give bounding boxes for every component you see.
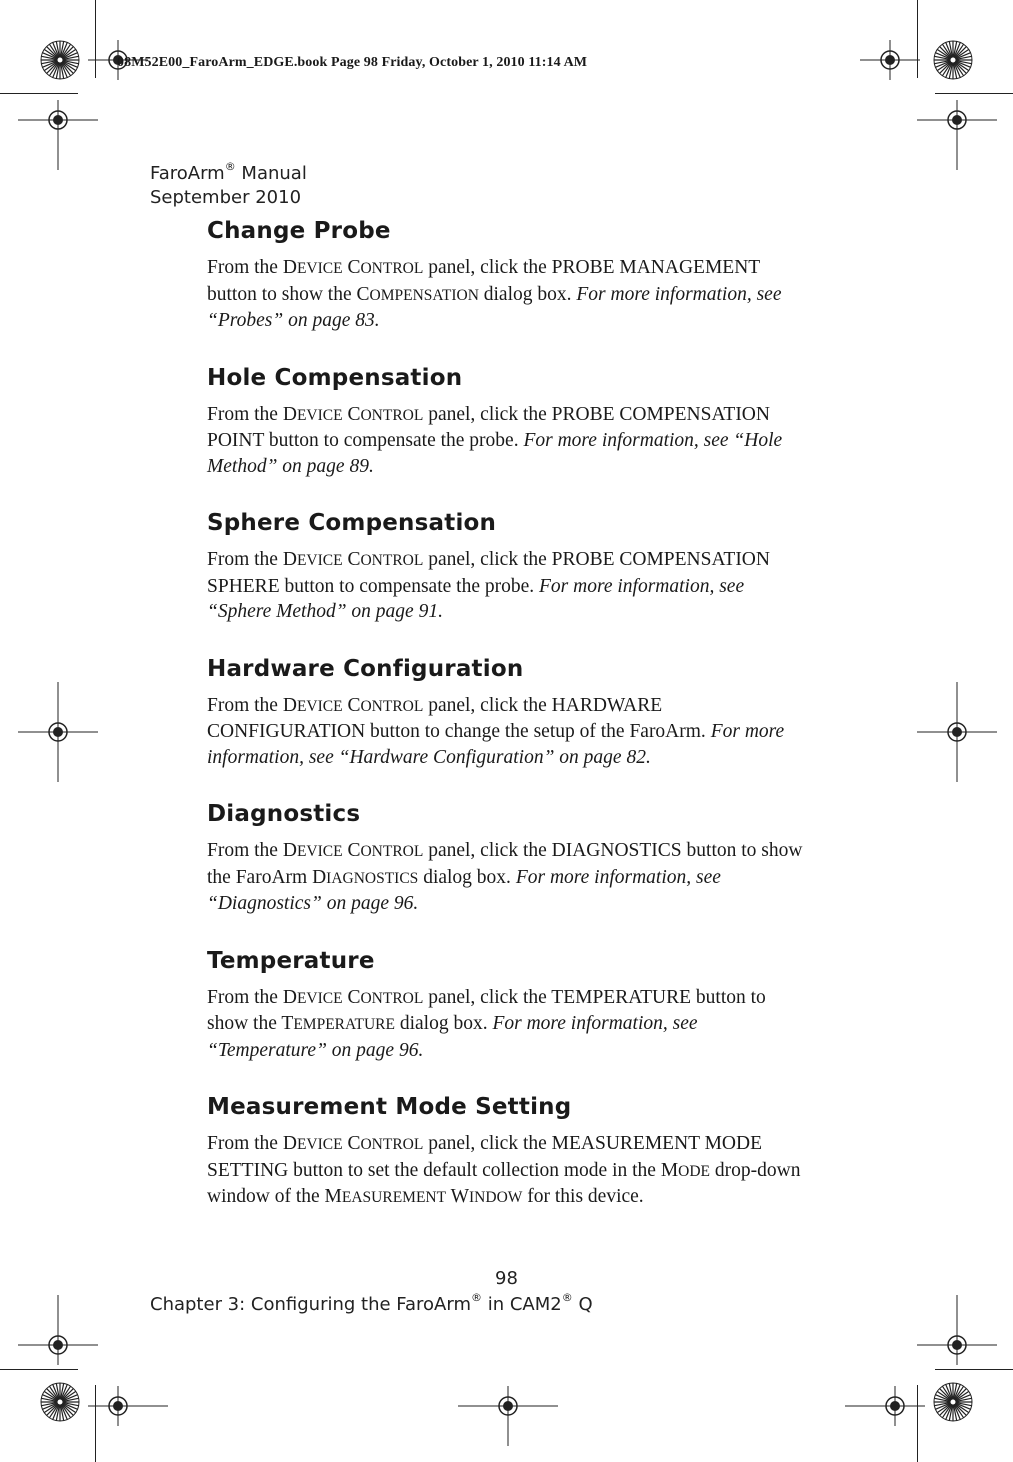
trim-mark [935, 93, 1013, 94]
print-slug: 08M52E00_FaroArm_EDGE.book Page 98 Friday, October 1, 2010 11:14 AM [117, 55, 588, 70]
registration-mark-icon [18, 1295, 98, 1365]
section-measurement-mode-setting [207, 1091, 807, 1211]
section-sphere-compensation [207, 507, 807, 625]
cross-reference: For more information, see “Diagnostics” on page 96. [207, 866, 721, 914]
section-body: From the DEVICE CONTROL panel, click the HARDWARE CONFIGURATION button to change the setup of the FaroArm. For more information, see “Hardware Configuration” on page 82. [207, 694, 785, 768]
chapter-footer: Chapter 3: Configuring the FaroArm® in CAM2® Q [150, 1291, 593, 1315]
cross-reference: For more information, see “Hole Method” on page 89. [207, 430, 783, 477]
trim-mark [0, 1369, 78, 1370]
manual-date: September 2010 [150, 187, 302, 208]
section-heading: Diagnostics [207, 801, 361, 827]
running-head [150, 162, 307, 210]
registration-mark-icon [18, 100, 98, 170]
registration-mark-icon [18, 682, 98, 782]
cross-reference: For more information, see “Probes” on page 83. [207, 283, 782, 331]
section-heading: Change Probe [207, 218, 391, 244]
section-heading: Hardware Configuration [207, 655, 524, 682]
section-diagnostics [207, 798, 807, 917]
registration-mark-icon [917, 682, 997, 782]
star-target-icon [933, 1382, 973, 1422]
registration-mark-icon [860, 40, 920, 80]
cross-reference: For more information, see “Temperature” on page 96. [207, 1013, 698, 1061]
star-target-icon [40, 40, 80, 80]
section-temperature [207, 945, 807, 1064]
registration-mark-icon [88, 1386, 168, 1426]
registration-mark-icon [917, 100, 997, 170]
cross-reference: For more information, see “Hardware Configuration” on page 82. [207, 721, 785, 768]
section-body: From the DEVICE CONTROL panel, click the DIAGNOSTICS button to show the FaroArm DIAGNOSTICS dialog box. For more information, see “Diagnostics” on page 96. [207, 840, 803, 914]
section-change-probe [207, 215, 807, 334]
registration-mark-icon [917, 1295, 997, 1365]
section-heading: Measurement Mode Setting [207, 1094, 572, 1120]
cross-reference: For more information, see “Sphere Method” on page 91. [207, 575, 745, 622]
section-body: From the DEVICE CONTROL panel, click the MEASUREMENT MODE SETTING button to set the default collection mode in the MODE drop-down window of the MEASUREMENT WINDOW for this device. [207, 1133, 801, 1207]
registration-mark-icon [845, 1386, 925, 1426]
section-body: From the DEVICE CONTROL panel, click the PROBE COMPENSATION SPHERE button to compensate the probe. For more information, see “Sphere Method” on page 91. [207, 549, 770, 622]
section-heading: Temperature [207, 947, 375, 974]
page-number: 98 [495, 1268, 518, 1289]
star-target-icon [40, 1382, 80, 1422]
page-content [207, 215, 807, 1239]
section-heading: Hole Compensation [207, 364, 463, 391]
section-body: From the DEVICE CONTROL panel, click the TEMPERATURE button to show the TEMPERATURE dialog box. For more information, see “Temperature” on page 96. [207, 986, 766, 1061]
section-hole-compensation [207, 362, 807, 480]
section-hardware-configuration [207, 653, 807, 771]
section-heading: Sphere Compensation [207, 510, 497, 536]
manual-title: FaroArm® Manual [150, 160, 307, 184]
registration-mark-icon [458, 1386, 558, 1446]
trim-mark [0, 93, 78, 94]
section-body: From the DEVICE CONTROL panel, click the PROBE COMPENSATION POINT button to compensate the probe. For more information, see “Hole Method” on page 89. [207, 403, 783, 477]
trim-mark [935, 1369, 1013, 1370]
star-target-icon [933, 40, 973, 80]
section-body: From the DEVICE CONTROL panel, click the PROBE MANAGEMENT button to show the COMPENSATION dialog box. For more information, see “Probes” on page 83. [207, 257, 782, 331]
